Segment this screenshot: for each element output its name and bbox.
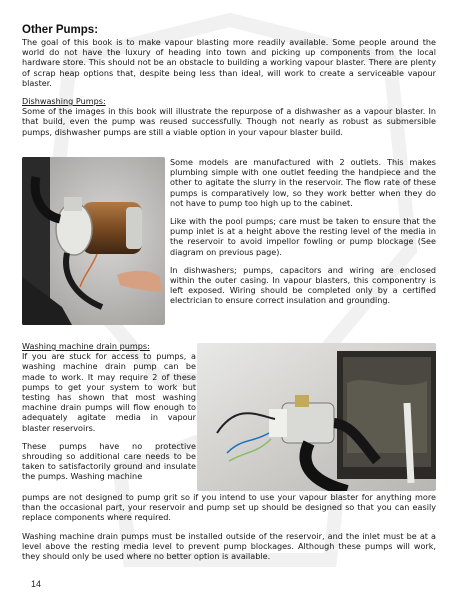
dishwashing-subheading: Dishwashing Pumps:	[22, 96, 106, 107]
page-number: 14	[31, 579, 42, 589]
dishwashing-right-column	[170, 157, 436, 306]
dishwashing-paragraph-4: In dishwashers; pumps, capacitors and wiring are enclosed within the outer casing. In vapour blasters, this componentry is left exposed. Wiring should be completed only by a certified electrician to ensure correct insulation and grounding.	[170, 264, 436, 306]
dishwashing-paragraph-3: Like with the pool pumps; care must be taken to ensure that the pump inlet is at a height above the resting level of the media in the reservoir to avoid impellor fowling or pump blockage (See diagram on previous page).	[170, 216, 436, 257]
intro-section	[22, 24, 436, 137]
washing-full-width	[22, 492, 436, 561]
dishwashing-paragraph-2: Some models are manufactured with 2 outlets. This makes plumbing simple with one outlet feeding the handpiece and the other to agitate the slurry in the reservoir. The flow rate of these pumps is comparatively low, so they work better when they do not have to pump too high up to the cabinet.	[170, 157, 436, 208]
intro-paragraph: The goal of this book is to make vapour blasting more readily available. Some people around the world do not have the luxury of heading into town and picking up components from the local hardware store. This should not be an obstacle to building a working vapour blaster. There are plenty of scrap heap options that, despite being less than ideal, will work to create a serviceable vapour blaster.	[22, 37, 436, 88]
dishwashing-paragraph-1: Some of the images in this book will illustrate the repurpose of a dishwasher as a vapour blaster. In that build, even the pump was reused successfully. Though not nearly as robust as submersible pumps, dishwasher pumps are still a viable option in your vapour blaster build.	[22, 106, 436, 137]
washing-paragraph-2-start: These pumps have no protective shrouding so additional care needs to be taken to satisfactorily ground and insulate the pumps. Washing machine	[22, 440, 196, 482]
washing-paragraph-2-end: pumps are not designed to pump grit so if you intend to use your vapour blaster for anything more than the occasional part, your reservoir and pump set up should be designed so that you can easily replace components where required.	[22, 492, 436, 523]
washing-subheading: Washing machine drain pumps:	[22, 341, 150, 351]
washing-paragraph-3: Washing machine drain pumps must be installed outside of the reservoir, and the inlet must be at a level above the resting media level to prevent pump blockages. Although these pumps will work, they should only be used where no better option is available.	[22, 530, 436, 562]
washing-paragraph-1: If you are stuck for access to pumps, a washing machine drain pump can be made to work. It may require 2 of these pumps to get your system to work but testing has shown that most washing machine drain pumps will flow enough to adequately agitate media in vapour blaster reservoirs.	[22, 351, 196, 433]
page-heading: Other Pumps:	[22, 24, 99, 36]
washing-machine-pump-photo	[197, 343, 436, 491]
dishwasher-pump-photo	[22, 157, 165, 325]
washing-left-column	[22, 341, 196, 482]
